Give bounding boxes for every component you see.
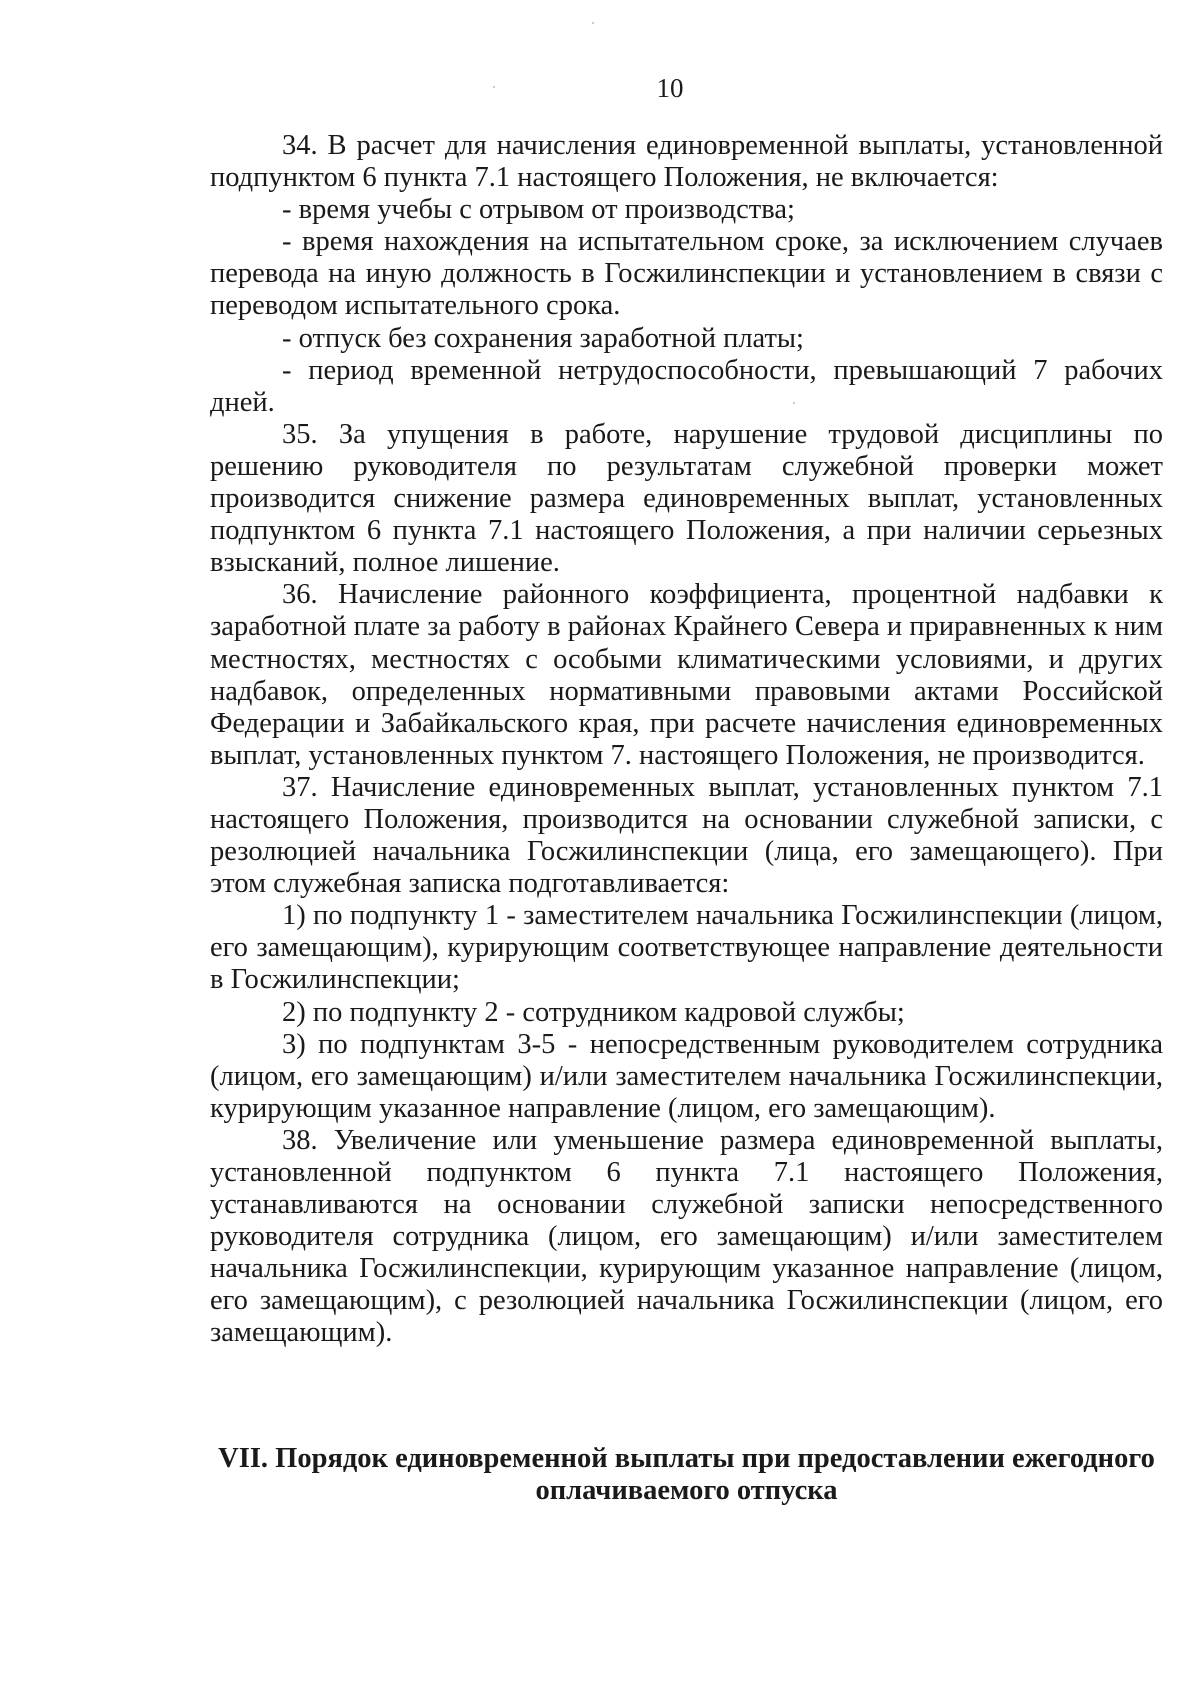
paragraph-38: 38. Увеличение или уменьшение размера единовременной выплаты, установленной подпунктом 6 пункта 7.1 настоящего Положения, устанавливаются на основании служебной записки непосредственного руководителя сотрудника (лицом, его замещающим) и/или заместителем начальника Госжилинспекции, курирующим указанное направление (лицом, его замещающим), с резолюцией начальника Госжилинспекции (лицом, его замещающим). [210, 1124, 1163, 1349]
document-body [210, 130, 1163, 1350]
paragraph-37: 37. Начисление единовременных выплат, установленных пунктом 7.1 настоящего Положения, производится на основании служебной записки, с резолюцией начальника Госжилинспекции (лица, его замещающего). При этом служебная записка подготавливается: [210, 771, 1163, 900]
section-heading-line-2: оплачиваемого отпуска [535, 1475, 838, 1506]
section-heading-line-1: VII. Порядок единовременной выплаты при предоставлении ежегодного [218, 1443, 1155, 1474]
list-item-subpoint-1: 1) по подпункту 1 - заместителем начальника Госжилинспекции (лицом, его замещающим), курирующим соответствующее направление деятельности в Госжилинспекции; [210, 900, 1163, 996]
section-heading [210, 1443, 1163, 1507]
scan-speck [592, 22, 594, 24]
list-item-unpaid-leave: - отпуск без сохранения заработной платы; [282, 322, 804, 354]
list-item-sick-leave: - период временной нетрудоспособности, превышающий 7 рабочих дней. [210, 354, 1163, 418]
paragraph-35: 35. За упущения в работе, нарушение трудовой дисциплины по решению руководителя по результатам служебной проверки может производится снижение размера единовременных выплат, установленных подпунктом 6 пункта 7.1 настоящего Положения, а при наличии серьезных взысканий, полное лишение. [210, 418, 1163, 579]
list-item-subpoints-3-5: 3) по подпунктам 3-5 - непосредственным руководителем сотрудника (лицом, его замещающим) и/или заместителем начальника Госжилинспекции, курирующим указанное направление (лицом, его замещающим). [210, 1028, 1163, 1124]
list-item-subpoint-2: 2) по подпункту 2 - сотрудником кадровой службы; [282, 996, 905, 1028]
list-item-probation: - время нахождения на испытательном сроке, за исключением случаев перевода на иную должность в Госжилинспекции и установлением в связи с переводом испытательного срока. [210, 226, 1163, 322]
list-item-study-leave: - время учебы с отрывом от производства; [282, 194, 795, 226]
paragraph-36: 36. Начисление районного коэффициента, процентной надбавки к заработной плате за работу в районах Крайнего Севера и приравненных к ним местностях, местностях с особыми климатическими условиями, и других надбавок, определенных нормативными правовыми актами Российской Федерации и Забайкальского края, при расчете начисления единовременных выплат, установленных пунктом 7. настоящего Положения, не производится. [210, 579, 1163, 771]
page-number: 10 [656, 73, 684, 103]
paragraph-34: 34. В расчет для начисления единовременной выплаты, установленной подпунктом 6 пункта 7.1 настоящего Положения, не включается: [210, 130, 1163, 194]
